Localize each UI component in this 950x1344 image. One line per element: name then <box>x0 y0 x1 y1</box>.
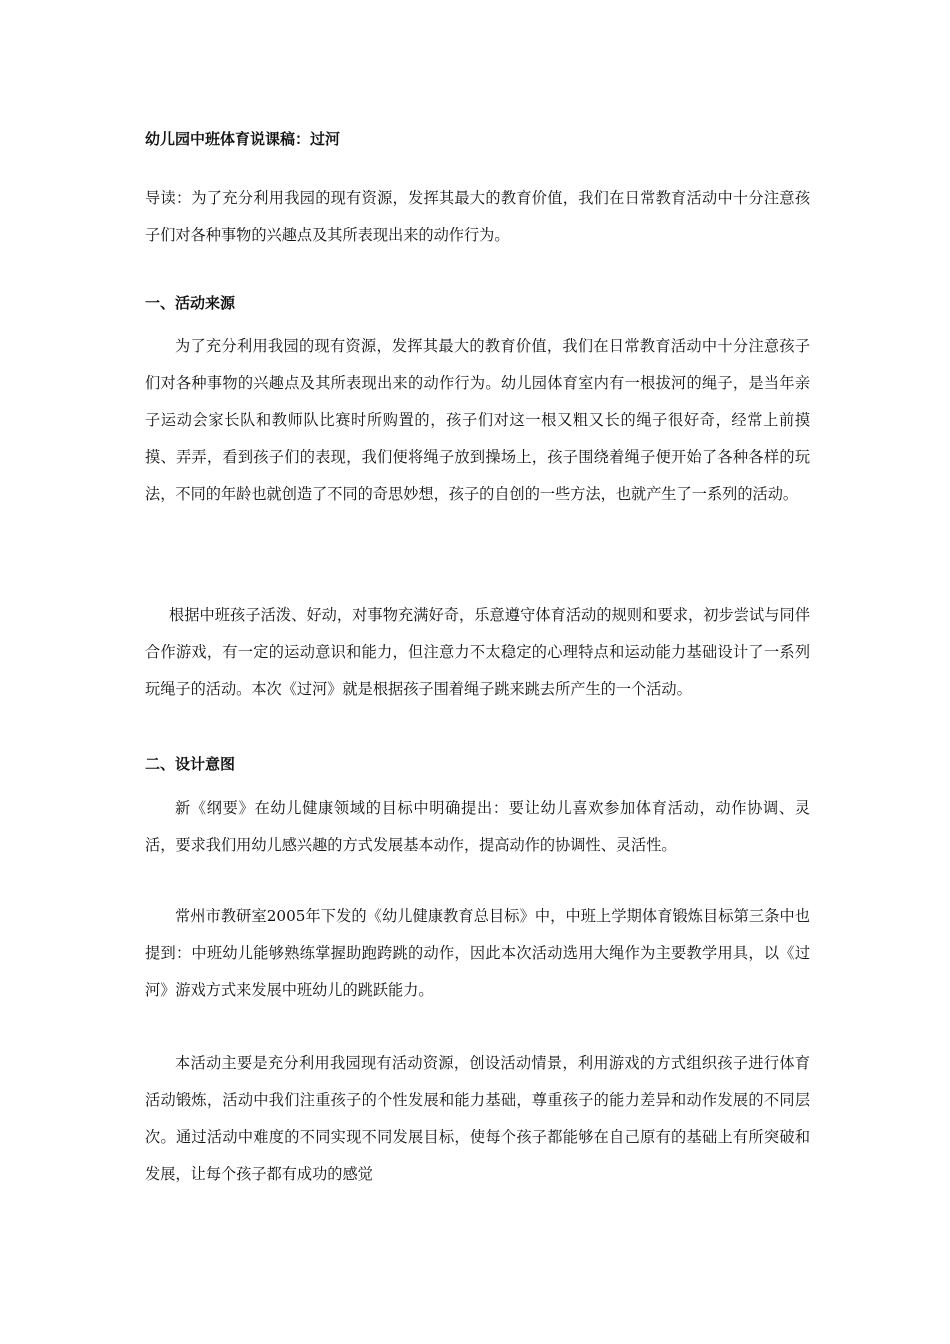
design-intent-paragraph-3: 本活动主要是充分利用我园现有活动资源，创设活动情景，利用游戏的方式组织孩子进行体育活动锻炼，活动中我们注重孩子的个性发展和能力基础，尊重孩子的能力差异和动作发展的不同层次。通过活动中难度的不同实现不同发展目标，使每个孩子都能够在自己原有的基础上有所突破和发展，让每个孩子都有成功的感觉 <box>145 1054 810 1183</box>
section-heading-design-intent: 二、设计意图 <box>145 755 236 773</box>
intro-paragraph: 导读：为了充分利用我园的现有资源，发挥其最大的教育价值，我们在日常教育活动中十分注意孩子们对各种事物的兴趣点及其所表现出来的动作行为。 <box>145 189 810 244</box>
design-intent-paragraph-2: 常州市教研室2005年下发的《幼儿健康教育总目标》中，中班上学期体育锻炼目标第三条中也提到：中班幼儿能够熟练掌握助跑跨跳的动作，因此本次活动选用大绳作为主要教学用具，以《过河》游戏方式来发展中班幼儿的跳跃能力。 <box>145 907 810 999</box>
section-heading-activity-source: 一、活动来源 <box>145 294 236 312</box>
document-title: 幼儿园中班体育说课稿：过河 <box>145 130 341 148</box>
design-intent-paragraph-1: 新《纲要》在幼儿健康领域的目标中明确提出：要让幼儿喜欢参加体育活动，动作协调、灵活，要求我们用幼儿感兴趣的方式发展基本动作，提高动作的协调性、灵活性。 <box>145 799 810 854</box>
activity-source-paragraph-1: 为了充分利用我园的现有资源，发挥其最大的教育价值，我们在日常教育活动中十分注意孩子们对各种事物的兴趣点及其所表现出来的动作行为。幼儿园体育室内有一根拔河的绳子，是当年亲子运动会家长队和教师队比赛时所购置的，孩子们对这一根又粗又长的绳子很好奇，经常上前摸摸、弄弄，看到孩子们的表现，我们便将绳子放到操场上，孩子围绕着绳子便开始了各种各样的玩法，不同的年龄也就创造了不同的奇思妙想，孩子的自创的一些方法，也就产生了一系列的活动。 <box>145 337 810 503</box>
activity-source-paragraph-2: 根据中班孩子活泼、好动，对事物充满好奇，乐意遵守体育活动的规则和要求，初步尝试与同伴合作游戏，有一定的运动意识和能力，但注意力不太稳定的心理特点和运动能力基础设计了一系列玩绳子的活动。本次《过河》就是根据孩子围着绳子跳来跳去所产生的一个活动。 <box>145 606 810 698</box>
